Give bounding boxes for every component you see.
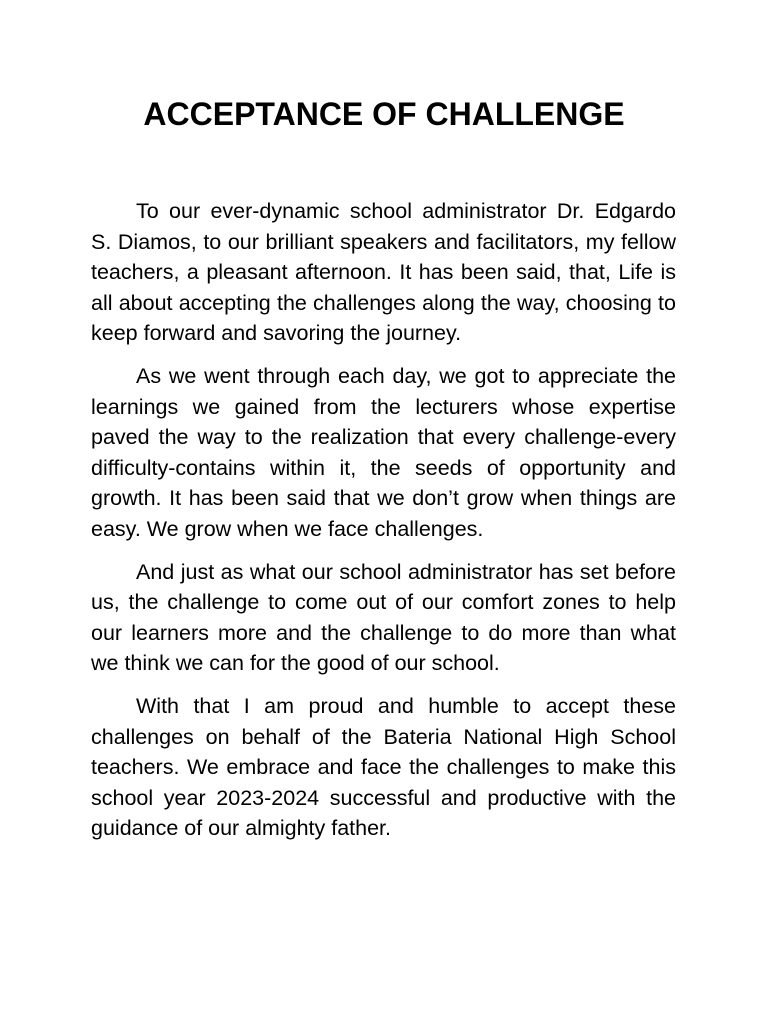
paragraph-learnings: As we went through each day, we got to appreciate the learnings we gained from the lecturers whose expertise paved the way to the realization that every challenge-every difficulty-contains within it, the seeds of opportunity and growth. It has been said that we don’t grow when things are easy. We grow when we face challenges. <box>91 363 676 541</box>
paragraph-administrator-challenge: And just as what our school administrator has set before us, the challenge to come out of our comfort zones to help our learners more and the challenge to do more than what we think we can for the good of our school. <box>91 559 676 676</box>
document-body <box>91 196 676 856</box>
document-title: ACCEPTANCE OF CHALLENGE <box>143 96 625 132</box>
paragraph-acceptance: With that I am proud and humble to accept these challenges on behalf of the Bateria National High School teachers. We embrace and face the challenges to make this school year 2023-2024 successful and productive with the guidance of our almighty father. <box>91 693 676 841</box>
paragraph-greeting: To our ever-dynamic school administrator Dr. Edgardo S. Diamos, to our brilliant speakers and facilitators, my fellow teachers, a pleasant afternoon. It has been said, that, Life is all about accepting the challenges along the way, choosing to keep forward and savoring the journey. <box>91 199 676 346</box>
